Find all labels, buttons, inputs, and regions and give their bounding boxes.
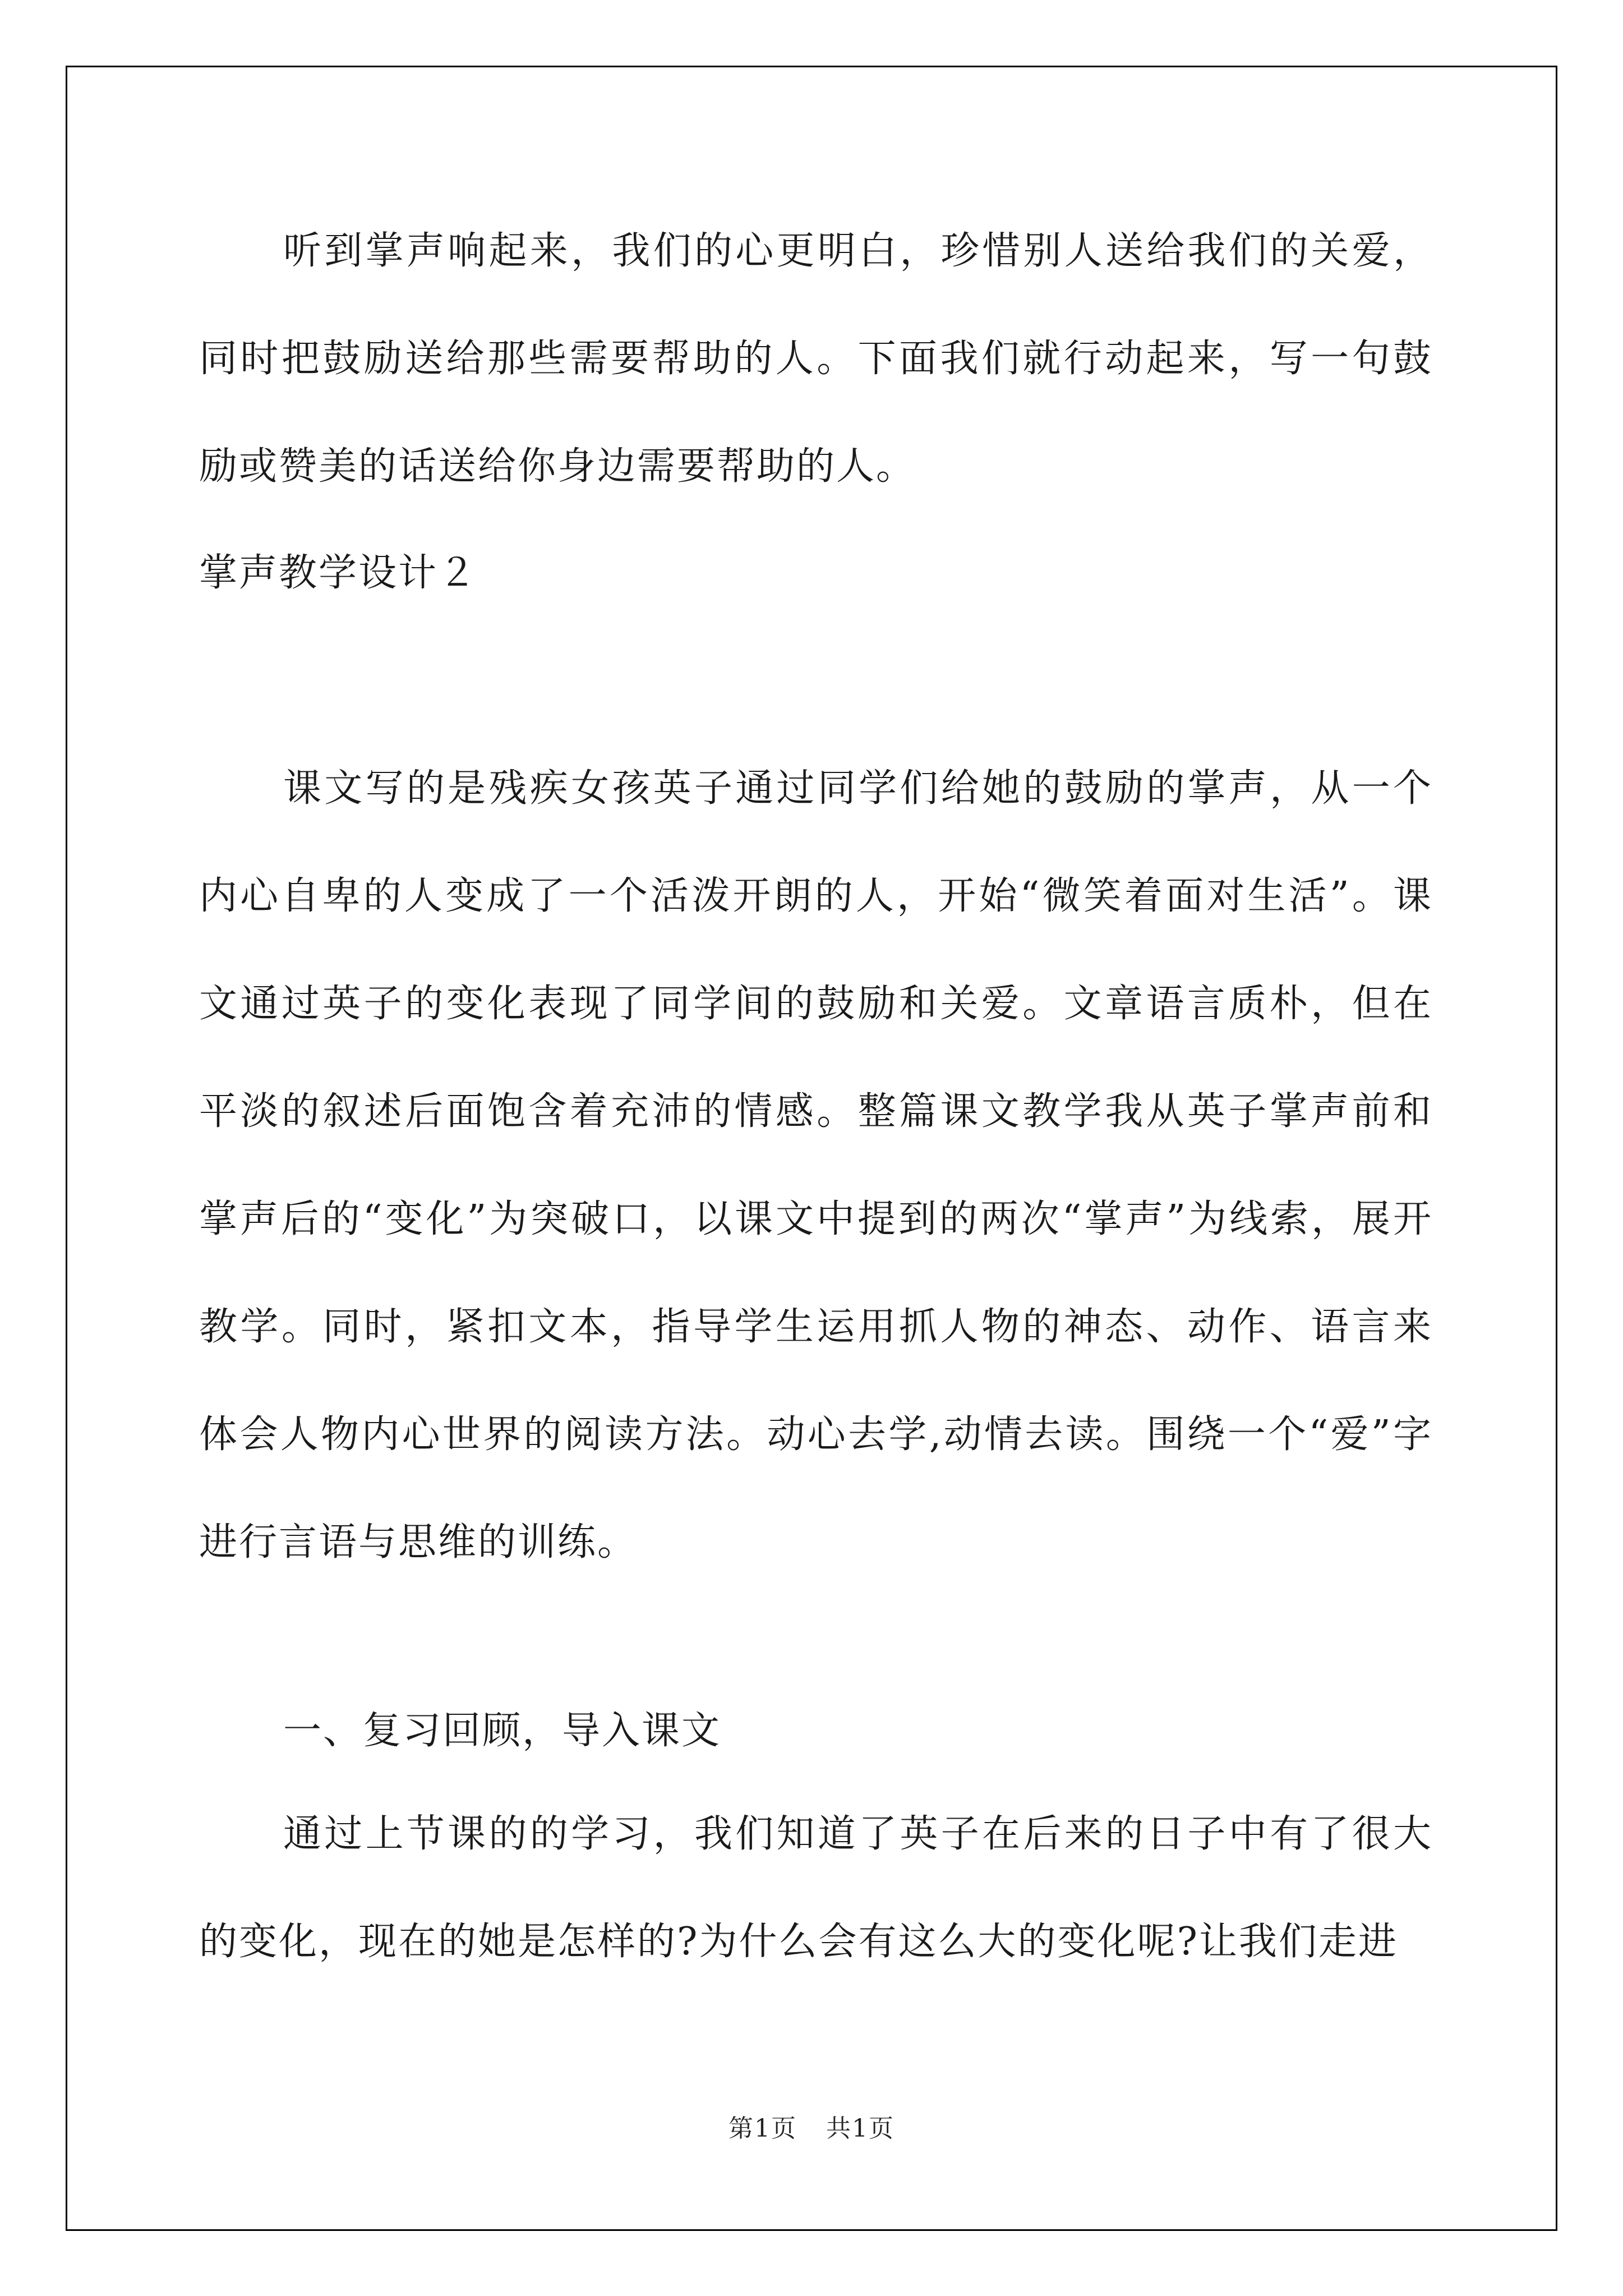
page-footer [0, 2108, 1623, 2144]
page-number: 第1页 [728, 2114, 797, 2143]
intro-paragraph: 听到掌声响起来，我们的心更明白，珍惜别人送给我们的关爱，同时把鼓励送给那些需要帮助的人。下面我们就行动起来，写一句鼓励或赞美的话送给你身边需要帮助的人。 [199, 229, 1433, 489]
section-title: 掌声教学设计２ [199, 551, 478, 595]
step-heading: 一、复习回顾，导入课文 [283, 1709, 722, 1753]
overview-paragraph: 课文写的是残疾女孩英子通过同学们给她的鼓励的掌声，从一个内心自卑的人变成了一个活泼开朗的人，开始“微笑着面对生活”。课文通过英子的变化表现了同学间的鼓励和关爱。文章语言质朴，但在平淡的叙述后面饱含着充沛的情感。整篇课文教学我从英子掌声前和掌声后的“变化”为突破口，以课文中提到的两次“掌声”为线索，展开教学。同时，紧扣文本，指导学生运用抓人物的神态、动作、语言来体会人物内心世界的阅读方法。动心去学,动情去读。围绕一个“爱”字进行言语与思维的训练。 [199, 766, 1433, 1565]
step-paragraph: 通过上节课的的学习，我们知道了英子在后来的日子中有了很大的变化，现在的她是怎样的?为什么会有这么大的变化呢?让我们走进 [199, 1812, 1433, 1964]
page-total: 共1页 [826, 2114, 895, 2143]
